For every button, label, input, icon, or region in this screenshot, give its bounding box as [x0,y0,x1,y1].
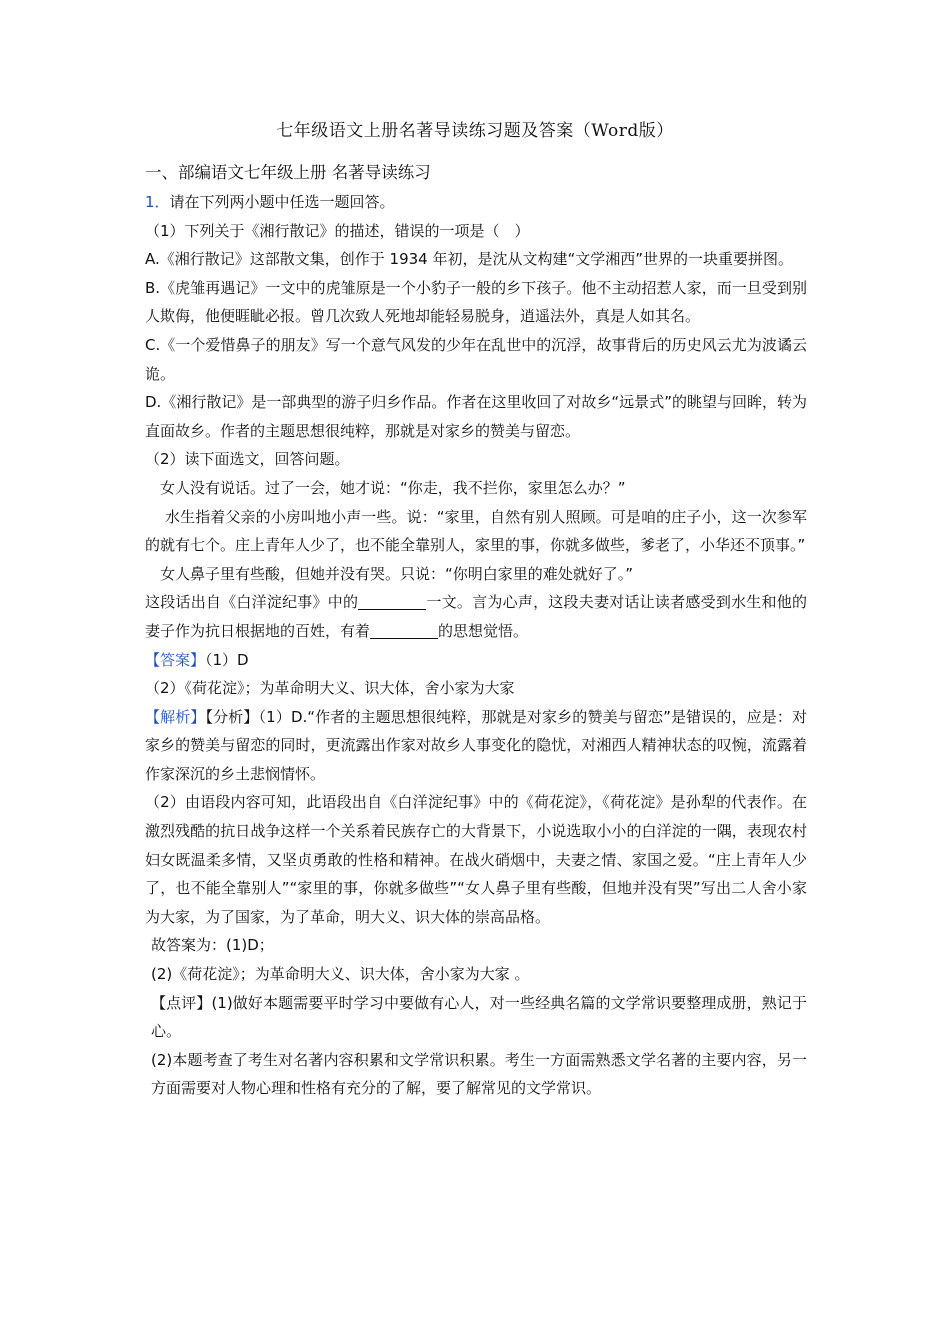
passage-paragraph [145,503,807,560]
passage-text: 水生指着父亲的小房叫地小声一些。说：“家里，自然有别人照顾。可是咱的庄子小，这一次参军的就有七个。庄上青年人少了，也不能全靠别人，家里的事，你就多做些，爹老了，小华还不顶事。” [145,507,807,555]
question-1-instruction [145,188,807,217]
section-heading: 一、部编语文七年级上册 名著导读练习 [145,163,431,182]
final-answer-line: 故答案为：(1)D； [151,936,274,955]
comment-paragraph: 【点评】(1)做好本题需要平时学习中要做有心人，对一些经典名篇的文学常识要整理成册，熟记于心。 [151,993,807,1041]
analysis-paragraph: （2）由语段内容可知，此语段出自《白洋淀纪事》中的《荷花淀》，《荷花淀》是孙犁的代表作。在激烈残酷的抗日战争这样一个关系着民族存亡的大背景下，小说选取小小的白洋淀的一隅，表现农村妇女既温柔多情，又坚贞勇敢的性格和精神。在战火硝烟中，夫妻之情、家国之爱。“庄上青年人少了，也不能全靠别人”“家里的事，你就多做些”“女人鼻子里有些酸，但地并没有哭”写出二人舍小家为大家，为了国家，为了革命，明大义、识大体的崇高品格。 [145,793,807,926]
passage-paragraph: 女人鼻子里有些酸，但她并没有哭。只说：“你明白家里的难处就好了。” [160,564,634,583]
fill-in-question [145,588,807,645]
document-title: 七年级语文上册名著导读练习题及答案（Word版） [276,121,674,141]
answer-text: （1）D [205,650,249,669]
passage-paragraph: 女人没有说话。过了一会，她才说：“你走，我不拦你，家里怎么办？” [160,478,626,497]
answer-line-1 [145,646,807,675]
option-d: D.《湘行散记》是一部典型的游子归乡作品。作者在这里收回了对故乡“远景式”的眺望与回眸，转为直面故乡。作者的主题思想很纯粹，那就是对家乡的赞美与留恋。 [145,393,807,440]
option-c: C.《一个爱惜鼻子的朋友》写一个意气风发的少年在乱世中的沉浮，故事背后的历史风云尤为波谲云诡。 [145,335,807,383]
question-text: 这段话出自《白洋淀纪事》中的 [145,593,359,612]
question-text: 一文。言为心声，这段夫妻对话让读者感受到水生和他的妻子作为抗日根据地的百姓，有着 [145,593,807,640]
option-a: A.《湘行散记》这部散文集，创作于 1934 年初，是沈从文构建“文学湘西”世界的一块重要拼图。 [145,250,794,269]
answer-line-2: （2）《荷花淀》；为革命明大义、识大体，舍小家为大家 [145,679,515,698]
question-number: 1． [145,193,170,211]
option-b: B.《虎雏再遇记》一文中的虎雏原是一个小豹子一般的乡下孩子。他不主动招惹人家，而一旦受到别人欺侮，他便睚眦必报。曾几次致人死地却能轻易脱身，逍遥法外，真是人如其名。 [145,278,807,326]
answer-blank [358,591,426,610]
sub-question-1-stem: （1）下列关于《湘行散记》的描述，错误的一项是（ ） [145,221,530,240]
comment-paragraph: (2)本题考查了考生对名著内容积累和文学常识积累。考生一方面需熟悉文学名著的主要内容，另一方面需要对人物心理和性格有充分的了解，要了解常见的文学常识。 [151,1050,807,1098]
analysis-text: 【分析】（1）D.“作者的主题思想很纯粹，那就是对家乡的赞美与留恋”是错误的，应是：对家乡的赞美与留恋的同时，更流露出作家对故乡人事变化的隐忧，对湘西人精神状态的叹惋，流露着作家深沉的乡土悲悯情怀。 [145,707,807,783]
answer-label: 【答案】 [145,650,206,669]
answer-blank [370,620,438,639]
document-body [145,160,807,1103]
analysis-paragraph [145,703,807,789]
sub-question-2-stem: （2）读下面选文，回答问题。 [145,450,350,469]
final-answer-line: (2)《荷花淀》；为革命明大义、识大体，舍小家为大家 。 [151,965,530,984]
analysis-label: 【解析】 [145,707,206,726]
question-text: 的思想觉悟。 [438,621,529,640]
question-instruction-text: 请在下列两小题中任选一题回答。 [169,193,395,211]
